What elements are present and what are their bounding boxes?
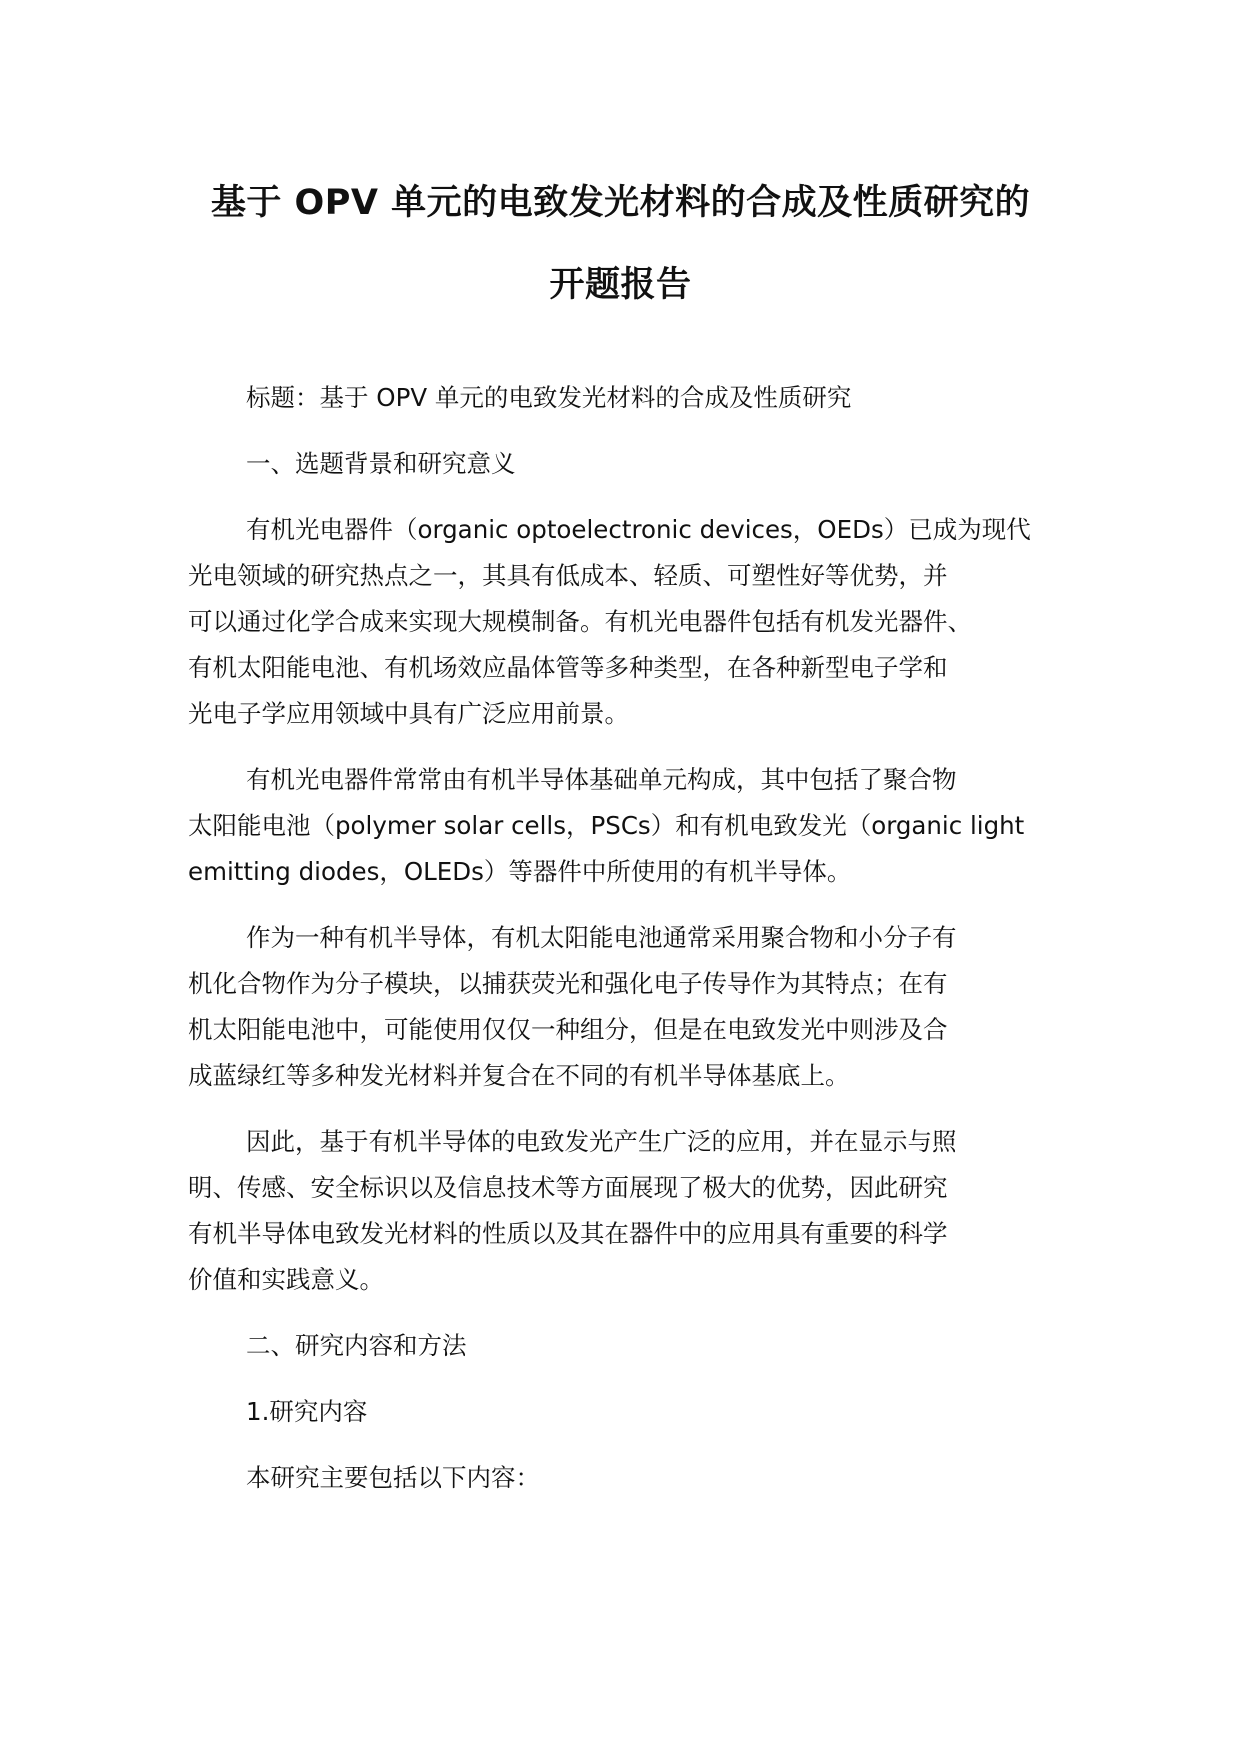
paragraph-2-line-2: 太阳能电池（polymer solar cells，PSCs）和有机电致发光（organic light: [188, 811, 1025, 840]
content-intro: 本研究主要包括以下内容：: [246, 1463, 540, 1492]
paragraph-1-line-4: 有机太阳能电池、有机场效应晶体管等多种类型，在各种新型电子学和: [188, 653, 948, 682]
paragraph-1-line-2: 光电领域的研究热点之一，其具有低成本、轻质、可塑性好等优势，并: [188, 561, 948, 590]
paragraph-3-line-3: 机太阳能电池中，可能使用仅仅一种组分，但是在电致发光中则涉及合: [188, 1015, 948, 1044]
paragraph-4-line-3: 有机半导体电致发光材料的性质以及其在器件中的应用具有重要的科学: [188, 1219, 948, 1248]
section-1-heading: 一、选题背景和研究意义: [246, 449, 516, 478]
paragraph-2-line-3: emitting diodes，OLEDs）等器件中所使用的有机半导体。: [188, 857, 852, 886]
subsection-1-heading: 1.研究内容: [246, 1397, 368, 1426]
paragraph-1-line-5: 光电子学应用领域中具有广泛应用前景。: [188, 699, 629, 728]
paragraph-4-line-4: 价值和实践意义。: [188, 1265, 384, 1294]
paragraph-4-line-1: 因此，基于有机半导体的电致发光产生广泛的应用，并在显示与照: [246, 1127, 957, 1156]
paragraph-1-line-1: 有机光电器件（organic optoelectronic devices，OEDs）已成为现代: [246, 515, 1031, 544]
paragraph-3-line-1: 作为一种有机半导体，有机太阳能电池通常采用聚合物和小分子有: [246, 923, 957, 952]
paragraph-3-line-2: 机化合物作为分子模块，以捕获荧光和强化电子传导作为其特点；在有: [188, 969, 948, 998]
subject-line: 标题：基于 OPV 单元的电致发光材料的合成及性质研究: [246, 383, 852, 412]
section-2-heading: 二、研究内容和方法: [246, 1331, 467, 1360]
paragraph-1-line-3: 可以通过化学合成来实现大规模制备。有机光电器件包括有机发光器件、: [188, 607, 972, 636]
paragraph-3-line-4: 成蓝绿红等多种发光材料并复合在不同的有机半导体基底上。: [188, 1061, 850, 1090]
paragraph-2-line-1: 有机光电器件常常由有机半导体基础单元构成，其中包括了聚合物: [246, 765, 957, 794]
report-title-line-1: 基于 OPV 单元的电致发光材料的合成及性质研究的: [210, 183, 1031, 223]
paragraph-4-line-2: 明、传感、安全标识以及信息技术等方面展现了极大的优势，因此研究: [188, 1173, 948, 1202]
report-title-line-2: 开题报告: [549, 265, 692, 305]
